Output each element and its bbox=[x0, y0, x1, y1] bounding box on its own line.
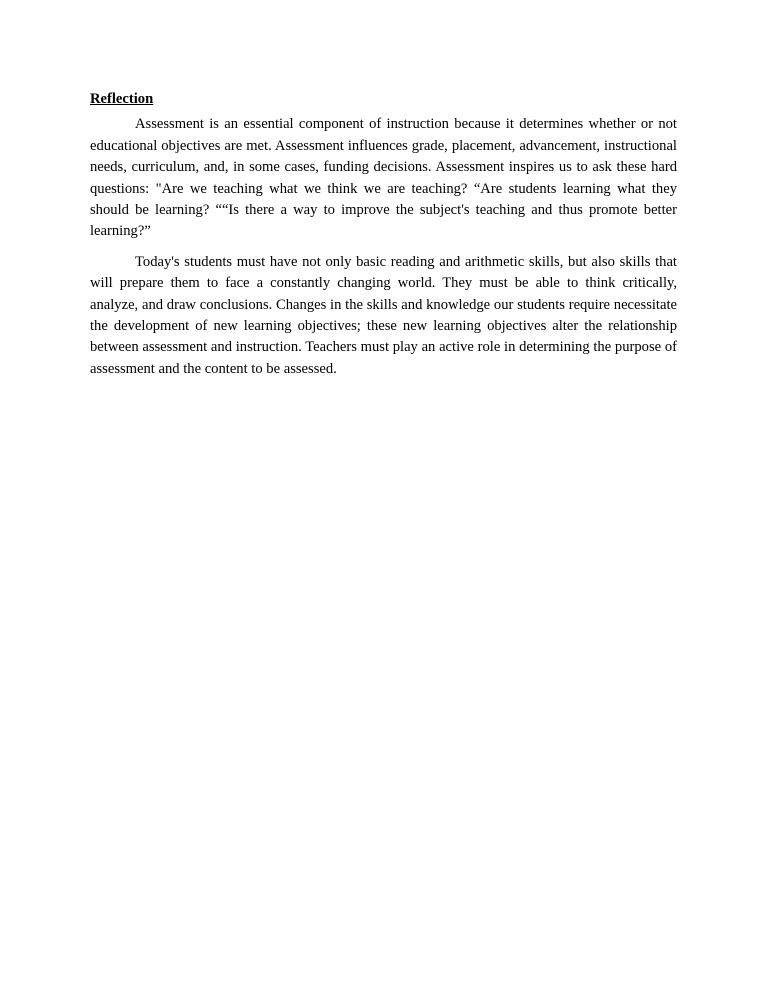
document-body bbox=[90, 89, 677, 389]
paragraph-assessment: Assessment is an essential component of instruction because it determines whether or not educational objectives are met. Assessment influences grade, placement, advancement, instructional needs, curriculum, and, in some cases, funding decisions. Assessment inspires us to ask these hard questions: "Are we teaching what we think we are teaching? “Are students learning what they should be learning? ““Is there a way to improve the subject's teaching and thus promote better learning?” bbox=[90, 116, 677, 240]
paragraph-todays-students: Today's students must have not only basic reading and arithmetic skills, but also skills that will prepare them to face a constantly changing world. They must be able to think critically, analyze, and draw conclusions. Changes in the skills and knowledge our students require necessitate the development of new learning objectives; these new learning objectives alter the relationship between assessment and instruction. Teachers must play an active role in determining the purpose of assessment and the content to be assessed. bbox=[90, 253, 677, 377]
section-heading: Reflection bbox=[90, 91, 154, 107]
